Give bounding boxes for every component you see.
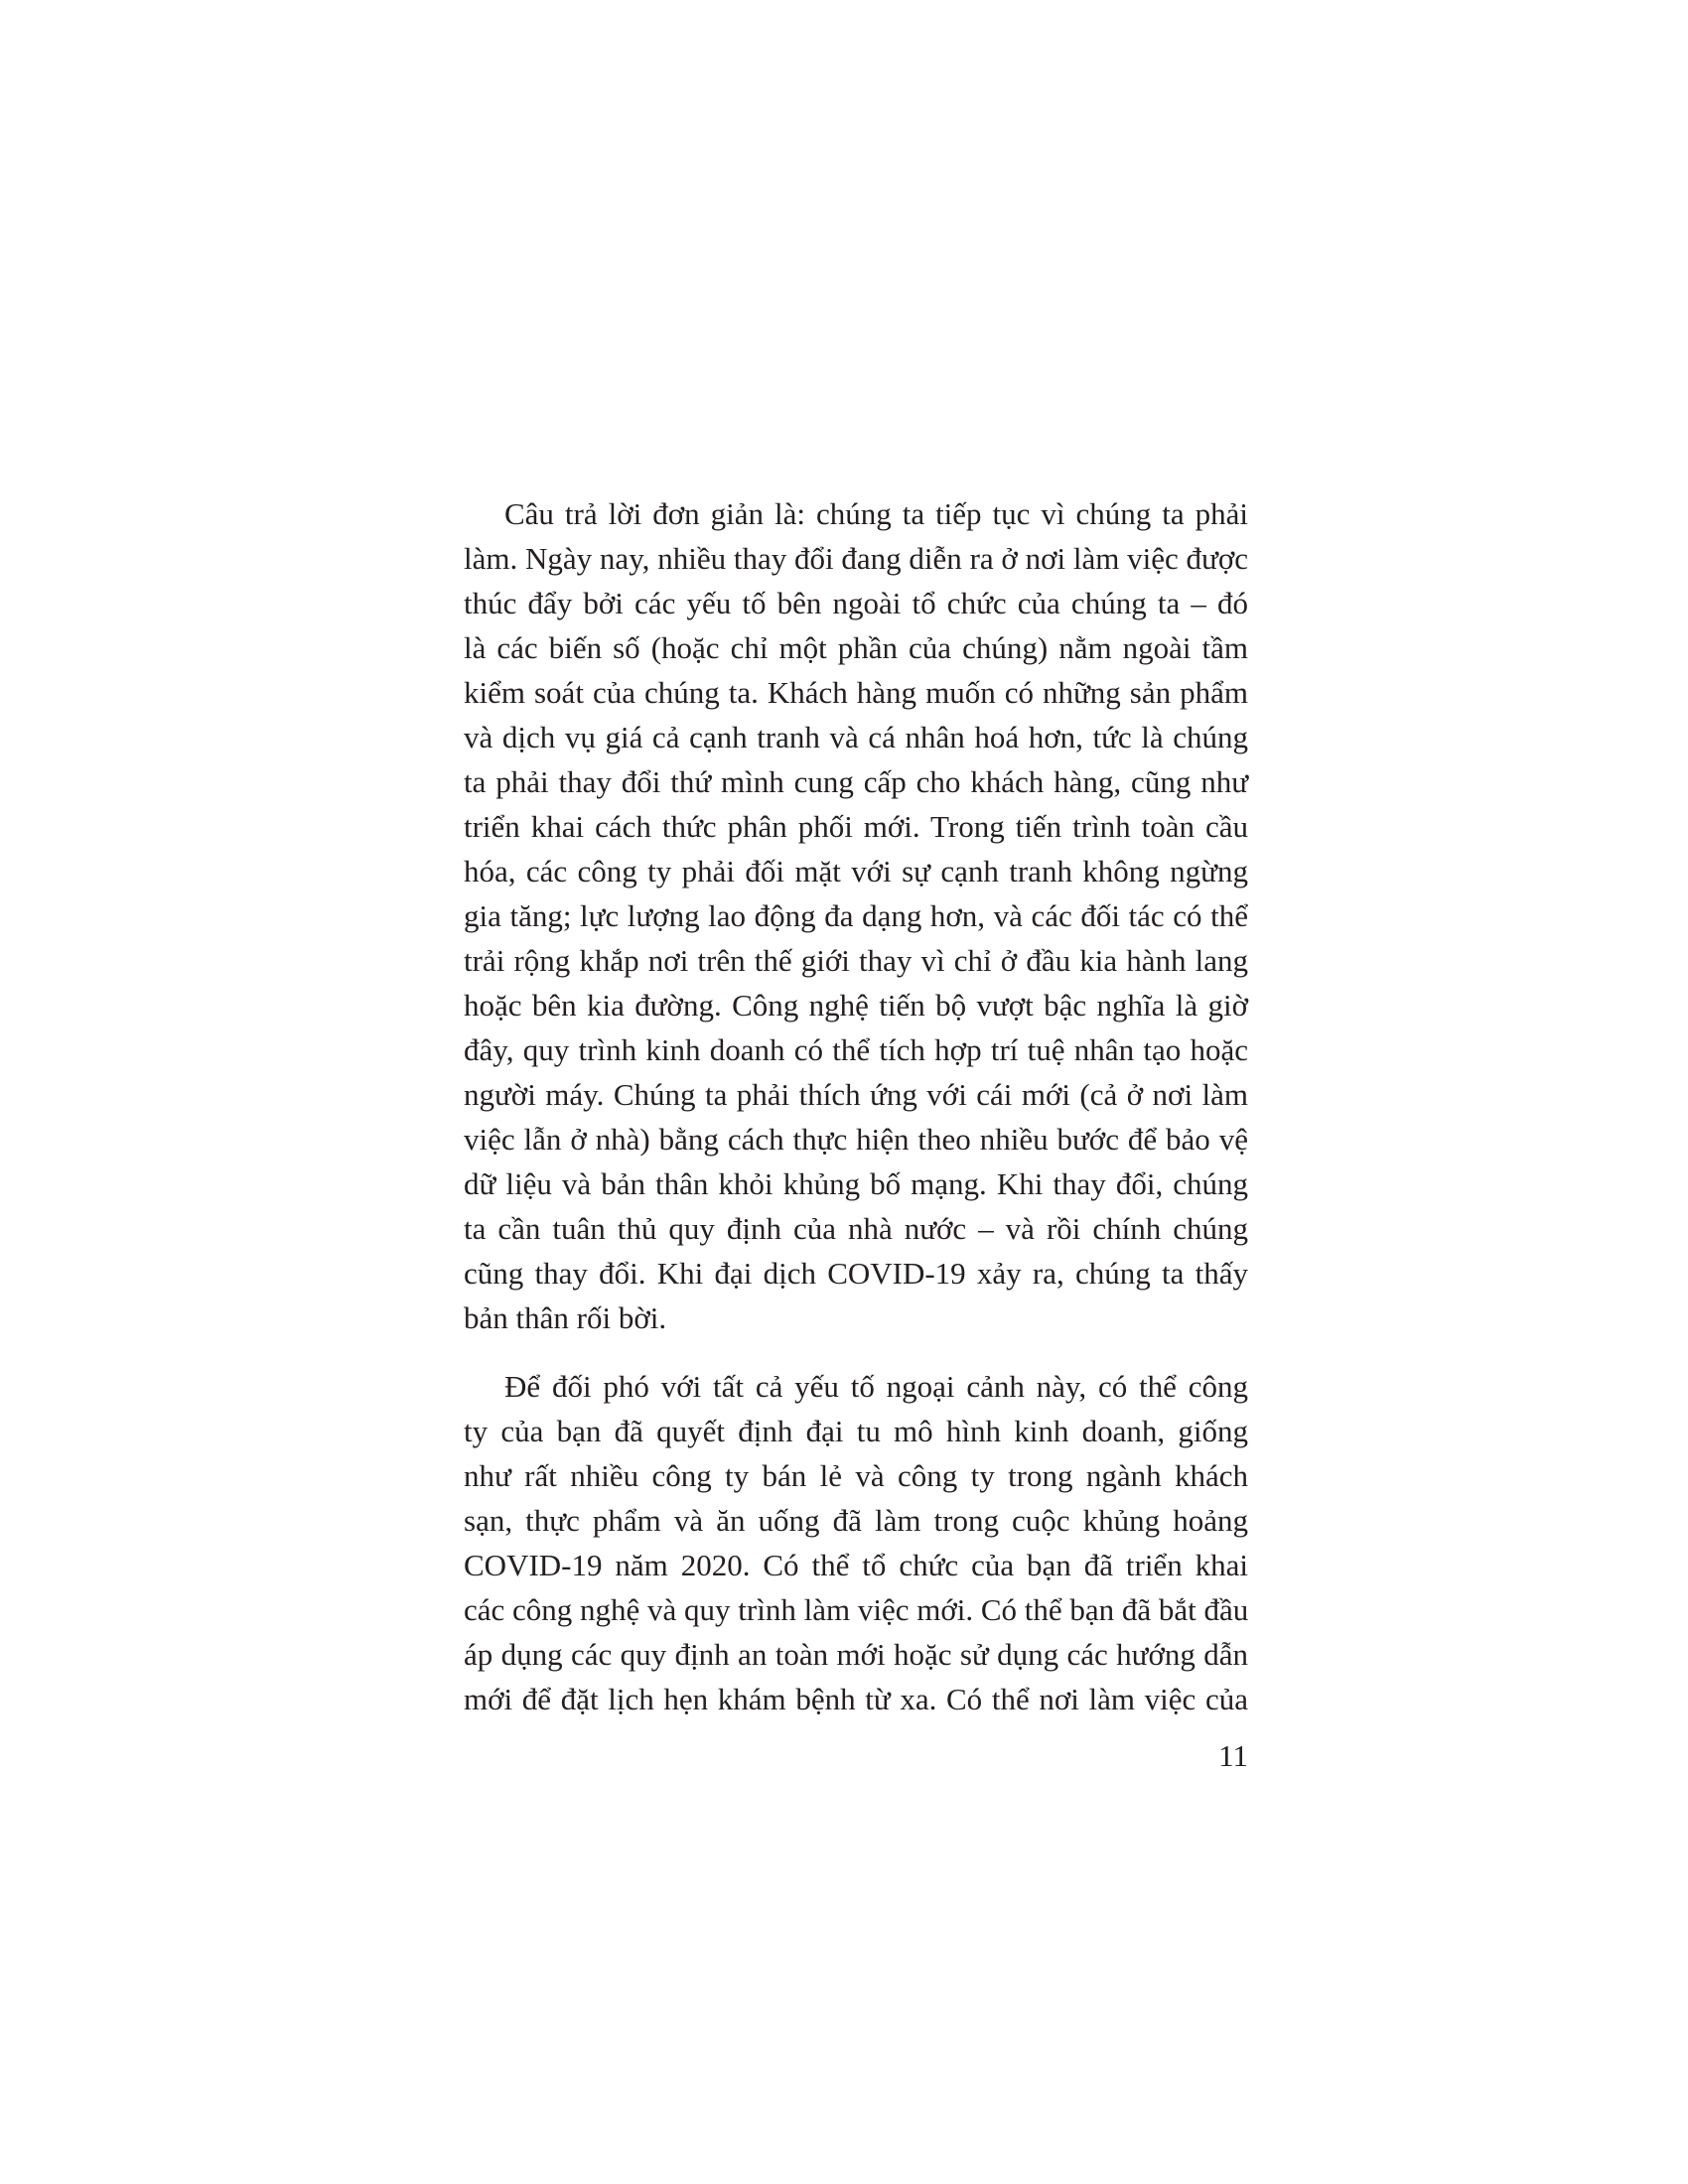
paragraph-2 bbox=[464, 1364, 1248, 1721]
text-line: làm. Ngày nay, nhiều thay đổi đang diễn ra ở nơi làm việc được bbox=[464, 541, 1248, 576]
text-line: bản thân rối bời. bbox=[464, 1300, 667, 1335]
text-line: COVID-19 năm 2020. Có thể tổ chức của bạn đã triển khai bbox=[464, 1548, 1248, 1582]
text-line: áp dụng các quy định an toàn mới hoặc sử dụng các hướng dẫn bbox=[464, 1637, 1248, 1672]
text-line: Để đối phó với tất cả yếu tố ngoại cảnh này, có thể công bbox=[504, 1369, 1248, 1404]
text-line: là các biến số (hoặc chỉ một phần của chúng) nằm ngoài tầm bbox=[464, 630, 1248, 665]
text-line: sạn, thực phẩm và ăn uống đã làm trong cuộc khủng hoảng bbox=[464, 1503, 1248, 1538]
text-line: ty của bạn đã quyết định đại tu mô hình kinh doanh, giống bbox=[464, 1414, 1248, 1448]
text-line: việc lẫn ở nhà) bằng cách thực hiện theo nhiều bước để bảo vệ bbox=[464, 1122, 1248, 1157]
text-line: ta cần tuân thủ quy định của nhà nước – và rồi chính chúng bbox=[464, 1211, 1248, 1246]
text-line: hoặc bên kia đường. Công nghệ tiến bộ vượt bậc nghĩa là giờ bbox=[464, 988, 1248, 1023]
text-line: thúc đẩy bởi các yếu tố bên ngoài tổ chức của chúng ta – đó bbox=[464, 586, 1248, 620]
text-line: kiểm soát của chúng ta. Khách hàng muốn có những sản phẩm bbox=[464, 675, 1248, 710]
text-line: như rất nhiều công ty bán lẻ và công ty trong ngành khách bbox=[464, 1458, 1248, 1493]
text-line: trải rộng khắp nơi trên thế giới thay vì chỉ ở đầu kia hành lang bbox=[464, 943, 1248, 978]
text-line: cũng thay đổi. Khi đại dịch COVID-19 xảy ra, chúng ta thấy bbox=[464, 1256, 1248, 1291]
text-line: và dịch vụ giá cả cạnh tranh và cá nhân hoá hơn, tức là chúng bbox=[464, 720, 1248, 754]
text-line: các công nghệ và quy trình làm việc mới. Có thể bạn đã bắt đầu bbox=[464, 1592, 1249, 1627]
page-number: 11 bbox=[1218, 1738, 1248, 1773]
text-line: hóa, các công ty phải đối mặt với sự cạnh tranh không ngừng bbox=[464, 854, 1248, 888]
text-line: đây, quy trình kinh doanh có thể tích hợp trí tuệ nhân tạo hoặc bbox=[464, 1032, 1248, 1067]
text-line: dữ liệu và bản thân khỏi khủng bố mạng. Khi thay đổi, chúng bbox=[464, 1166, 1248, 1201]
text-line: ta phải thay đổi thứ mình cung cấp cho khách hàng, cũng như bbox=[464, 764, 1248, 799]
text-line: mới để đặt lịch hẹn khám bệnh từ xa. Có thể nơi làm việc của bbox=[464, 1682, 1248, 1716]
text-line: triển khai cách thức phân phối mới. Trong tiến trình toàn cầu bbox=[464, 809, 1248, 844]
text-line: Câu trả lời đơn giản là: chúng ta tiếp tục vì chúng ta phải bbox=[504, 496, 1248, 531]
paragraph-1 bbox=[464, 491, 1248, 1340]
text-line: người máy. Chúng ta phải thích ứng với cái mới (cả ở nơi làm bbox=[464, 1077, 1248, 1112]
text-line: gia tăng; lực lượng lao động đa dạng hơn, và các đối tác có thể bbox=[464, 898, 1248, 933]
